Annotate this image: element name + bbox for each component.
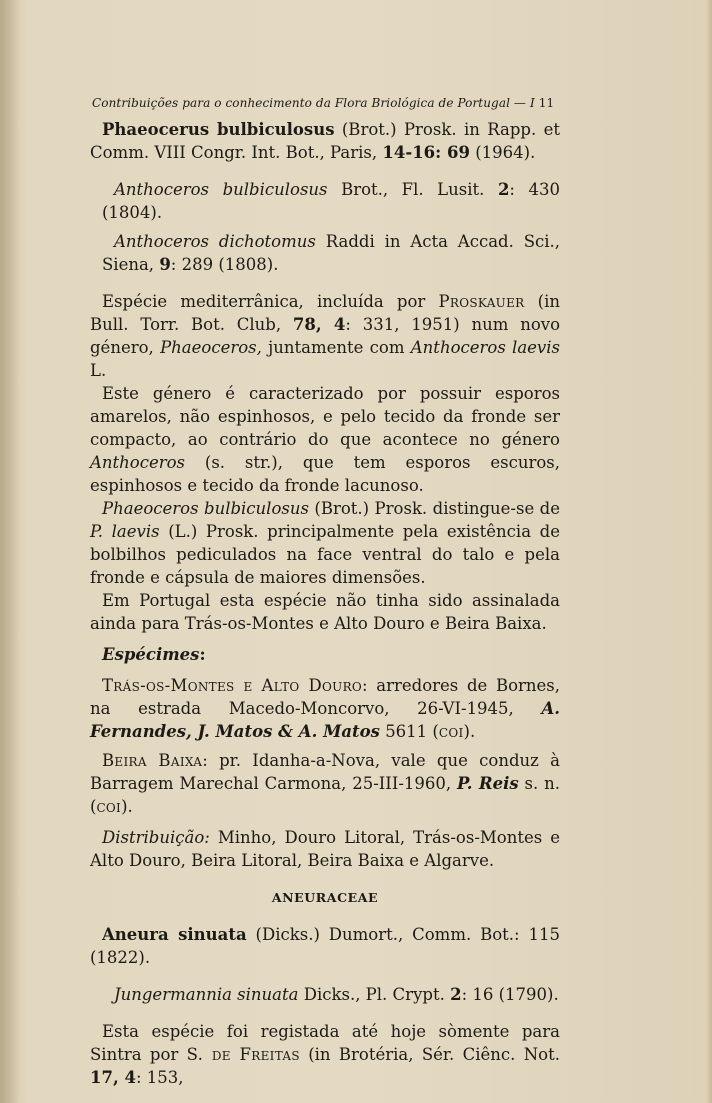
binding-shadow [0, 0, 20, 1103]
entry-heading: Aneura sinuata (Dicks.) Dumort., Comm. Bot.: 115 (1822). [90, 925, 560, 967]
synonym: Anthoceros dichotomus Raddi in Acta Accad. Sci., Siena, 9: 289 (1808). [102, 232, 561, 274]
paragraph: Esta espécie foi registada até hoje sòmente para Sintra por S. de Freitas (in Brotéria, Sér. Ciênc. Not. 17, 4: 153, [90, 1022, 560, 1087]
synonym: Anthoceros bulbiculosus Brot., Fl. Lusit. 2: 430 (1804). [102, 180, 561, 222]
paragraph: Em Portugal esta espécie não tinha sido assinalada ainda para Trás-os-Montes e Alto Douro e Beira Baixa. [90, 591, 560, 633]
species-name: Phaeocerus bulbiculosus [102, 120, 335, 139]
page-body [90, 118, 560, 1089]
specimens-label: Espécimes: [102, 645, 206, 664]
distribution: Distribuição: Minho, Douro Litoral, Trás-os-Montes e Alto Douro, Beira Litoral, Beira Baixa e Algarve. [90, 828, 561, 870]
synonym: Jungermannia sinuata Dicks., Pl. Crypt. 2: 16 (1790). [114, 985, 559, 1004]
species-name: Aneura sinuata [102, 925, 247, 944]
running-header [92, 96, 560, 110]
specimen-record: Beira Baixa: pr. Idanha-a-Nova, vale que conduz à Barragem Marechal Carmona, 25-III-1960, P. Reis s. n. (coi). [90, 751, 560, 816]
paragraph: Este género é caracterizado por possuir esporos amarelos, não espinhosos, e pelo tecido da fronde ser compacto, ao contrário do que acontece no género Anthoceros (s. str.), que tem esporos escuros, espinhosos e tecido da fronde lacunoso. [90, 384, 561, 495]
specimen-record: Trás-os-Montes e Alto Douro: arredores de Bornes, na estrada Macedo-Moncorvo, 26-VI-1945, A. Fernandes, J. Matos & A. Matos 5611 (coi). [90, 676, 560, 741]
family-heading: ANEURACEAE [271, 890, 379, 905]
paragraph: Espécie mediterrânica, incluída por Proskauer (in Bull. Torr. Bot. Club, 78, 4: 331, 1951) num novo género, Phaeoceros, juntamente com Anthoceros laevis L. [90, 292, 561, 380]
page-number: 11 [538, 96, 555, 110]
page-edge [706, 0, 712, 1103]
paragraph: Phaeoceros bulbiculosus (Brot.) Prosk. distingue-se de P. laevis (L.) Prosk. principalmente pela existência de bolbilhos pediculados na face ventral do talo e pela fronde e cápsula de maiores dimensões. [90, 499, 561, 587]
entry-heading: Phaeocerus bulbiculosus (Brot.) Prosk. in Rapp. et Comm. VIII Congr. Int. Bot., Paris, 14-16: 69 (1964). [90, 120, 560, 162]
running-title: Contribuições para o conhecimento da Flora Briológica de Portugal — I [92, 96, 535, 110]
